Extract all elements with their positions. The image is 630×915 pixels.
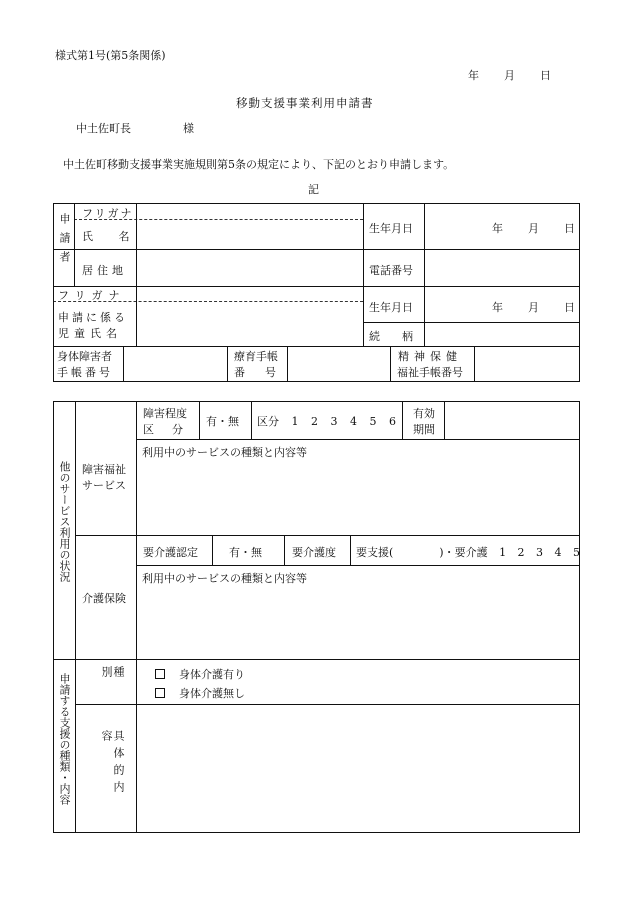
valid-period-label-1: 有効	[413, 407, 435, 420]
applicant-furigana-label: フリガナ	[82, 207, 134, 220]
date-month-label: 月	[504, 69, 515, 82]
requested-type-label: 種別	[100, 666, 125, 685]
care-content-label: 利用中のサービスの種類と内容等	[142, 572, 307, 585]
valid-period-label-2: 期間	[413, 423, 435, 436]
rehab-cert-label-1: 療育手帳	[234, 350, 278, 363]
applicant-phone-label: 電話番号	[369, 264, 413, 277]
requested-detail-label: 具体的内容	[100, 730, 125, 798]
care-level-values: 要支援( )・要介護 1 2 3 4 5	[356, 546, 581, 559]
option-physical-care-no-label: 身体介護無し	[179, 687, 245, 700]
applicant-address-label: 居住地	[82, 264, 127, 277]
physical-cert-label-1: 身体障害者	[57, 350, 112, 363]
child-relation-label: 続柄	[369, 330, 435, 343]
checkbox-icon[interactable]	[155, 688, 165, 698]
care-level-label: 要介護度	[292, 546, 336, 559]
other-services-side-label: 他のサービス利用の状況	[58, 461, 71, 582]
addressee-honorific: 様	[183, 122, 194, 135]
child-birth-year: 年	[492, 301, 503, 314]
applicant-name-label: 氏 名	[82, 230, 132, 243]
child-birth-label: 生年月日	[369, 301, 413, 314]
child-birth-month: 月	[528, 301, 539, 314]
checkbox-icon[interactable]	[155, 669, 165, 679]
intro-text: 中土佐町移動支援事業実施規則第5条の規定により、下記のとおり申請します。	[63, 158, 455, 171]
care-yes-no: 有・無	[229, 546, 262, 559]
disability-grade-label-2: 区分	[143, 423, 201, 436]
disability-content-label: 利用中のサービスの種類と内容等	[142, 446, 307, 459]
date-day-label: 日	[540, 69, 551, 82]
child-name-label-2: 児童氏名	[58, 327, 122, 340]
physical-cert-label-2: 手帳番号	[57, 366, 113, 379]
requested-side-label: 申請する支援の種類・内容	[58, 673, 71, 805]
applicant-group-label: 申請者	[58, 213, 71, 270]
rehab-cert-label-2: 番号	[234, 366, 296, 379]
form-number: 様式第1号(第5条関係)	[55, 49, 166, 62]
child-birth-day: 日	[564, 301, 575, 314]
care-insurance-label: 介護保険	[82, 592, 126, 605]
date-year-label: 年	[468, 69, 479, 82]
applicant-birth-label: 生年月日	[369, 222, 413, 235]
mental-cert-label-2: 福祉手帳番号	[397, 366, 463, 379]
disability-grade-values: 区分 1 2 3 4 5 6	[257, 415, 396, 428]
applicant-birth-month: 月	[528, 222, 539, 235]
form-title: 移動支援事業利用申請書	[236, 96, 374, 110]
option-physical-care-yes-label: 身体介護有り	[179, 668, 245, 681]
disability-grade-label-1: 障害程度	[143, 407, 187, 420]
disability-service-label-1: 障害福祉	[82, 463, 126, 476]
applicant-birth-year: 年	[492, 222, 503, 235]
option-physical-care-no[interactable]	[155, 685, 245, 701]
child-furigana-label: フリガナ	[58, 289, 126, 302]
ki-label: 記	[308, 183, 319, 196]
mental-cert-label-1: 精神保健	[398, 350, 462, 363]
addressee-name: 中土佐町長	[76, 122, 131, 135]
disability-yes-no: 有・無	[206, 415, 239, 428]
disability-service-label-2: サービス	[82, 479, 126, 492]
child-name-label-1: 申請に係る	[58, 311, 128, 324]
applicant-birth-day: 日	[564, 222, 575, 235]
care-cert-label: 要介護認定	[143, 546, 198, 559]
option-physical-care-yes[interactable]	[155, 666, 245, 682]
